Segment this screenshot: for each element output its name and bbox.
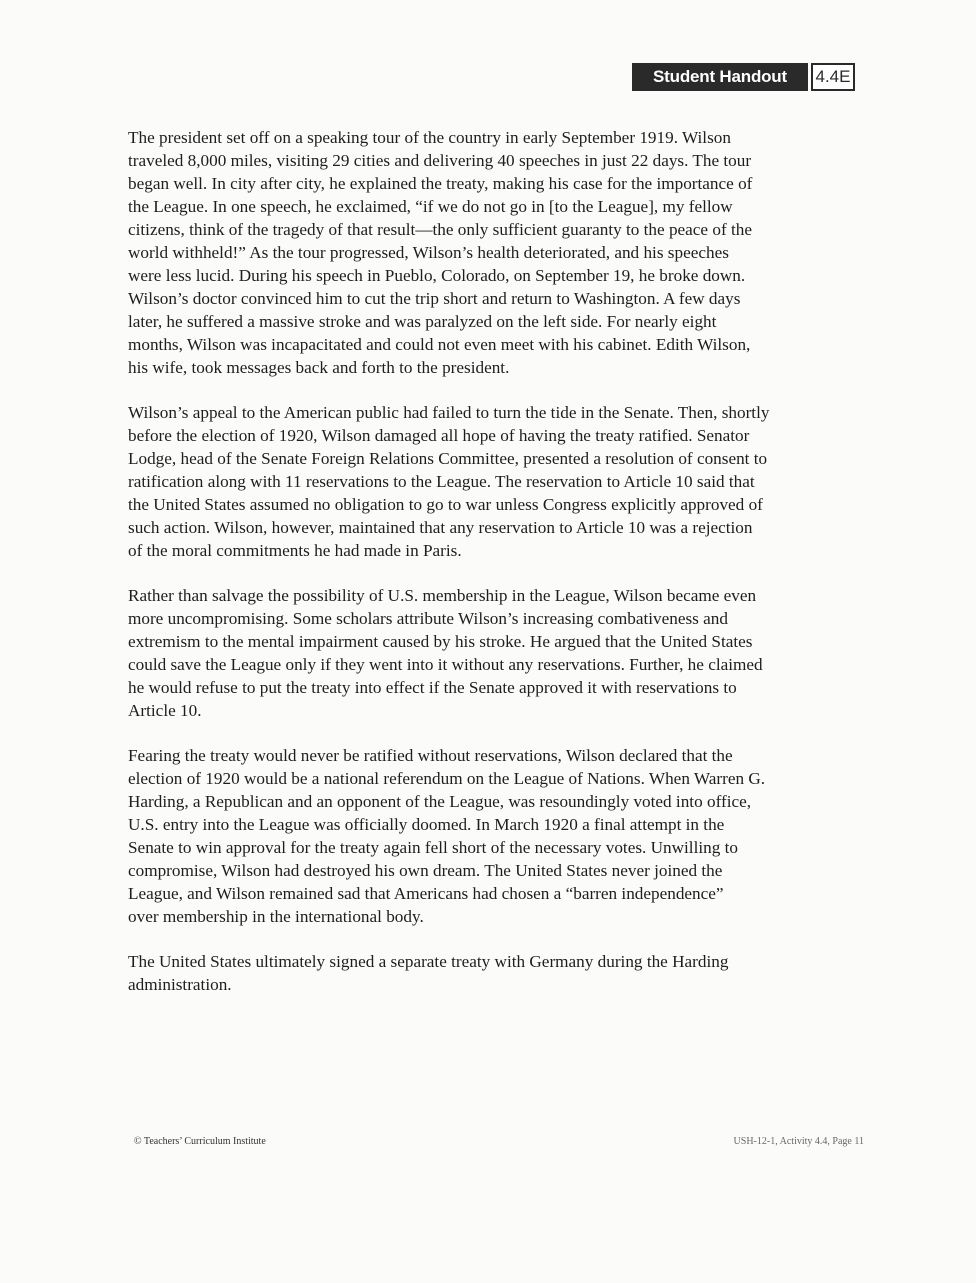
- footer-page-ref: USH-12-1, Activity 4.4, Page 11: [733, 1136, 864, 1147]
- paragraph-senate-appeal: Wilson’s appeal to the American public had failed to turn the tide in the Senate. Then, shortly before the election of 1920, Wilson damaged all hope of having the treaty ratified. Senator Lodge, head of the Senate Foreign Relations Committee, presented a resolution of consent to ratification along with 11 reservations to the League. The reservation to Article 10 said that the United States assumed no obligation to go to war unless Congress explicitly approved of such action. Wilson, however, maintained that any reservation to Article 10 was a rejection of the moral commitments he had made in Paris.: [128, 403, 770, 560]
- handout-title: Student Handout: [632, 63, 808, 91]
- body-text: [128, 126, 858, 1018]
- handout-badge: [632, 63, 855, 91]
- paragraph-referendum: Fearing the treaty would never be ratified without reservations, Wilson declared that the election of 1920 would be a national referendum on the League of Nations. When Warren G. Harding, a Republican and an opponent of the League, was resoundingly voted into office, U.S. entry into the League was officially doomed. In March 1920 a final attempt in the Senate to win approval for the treaty again fell short of the necessary votes. Unwilling to compromise, Wilson had destroyed his own dream. The United States never joined the League, and Wilson remained sad that Americans had chosen a “barren independence” over membership in the international body.: [128, 746, 766, 926]
- paragraph-speaking-tour: The president set off on a speaking tour of the country in early September 1919. Wilson traveled 8,000 miles, visiting 29 cities and delivering 40 speeches in just 22 days. The tour began well. In city after city, he explained the treaty, making his case for the importance of the League. In one speech, he exclaimed, “if we do not go in [to the League], my fellow citizens, think of the tragedy of that result—the only sufficient guaranty to the peace of the world withheld!” As the tour progressed, Wilson’s health deteriorated, and his speeches were less lucid. During his speech in Pueblo, Colorado, on September 19, he broke down. Wilson’s doctor convinced him to cut the trip short and return to Washington. A few days later, he suffered a massive stroke and was paralyzed on the left side. For nearly eight months, Wilson was incapacitated and could not even meet with his cabinet. Edith Wilson, his wife, took messages back and forth to the president.: [128, 128, 753, 377]
- paragraph-separate-treaty: The United States ultimately signed a separate treaty with Germany during the Harding administration.: [128, 952, 729, 994]
- paragraph-uncompromising: Rather than salvage the possibility of U.S. membership in the League, Wilson became even more uncompromising. Some scholars attribute Wilson’s increasing combativeness and extremism to the mental impairment caused by his stroke. He argued that the United States could save the League only if they went into it without any reservations. Further, he claimed he would refuse to put the treaty into effect if the Senate approved it with reservations to Article 10.: [128, 586, 763, 720]
- footer-copyright: © Teachers’ Curriculum Institute: [134, 1136, 266, 1147]
- handout-code: 4.4E: [811, 63, 855, 91]
